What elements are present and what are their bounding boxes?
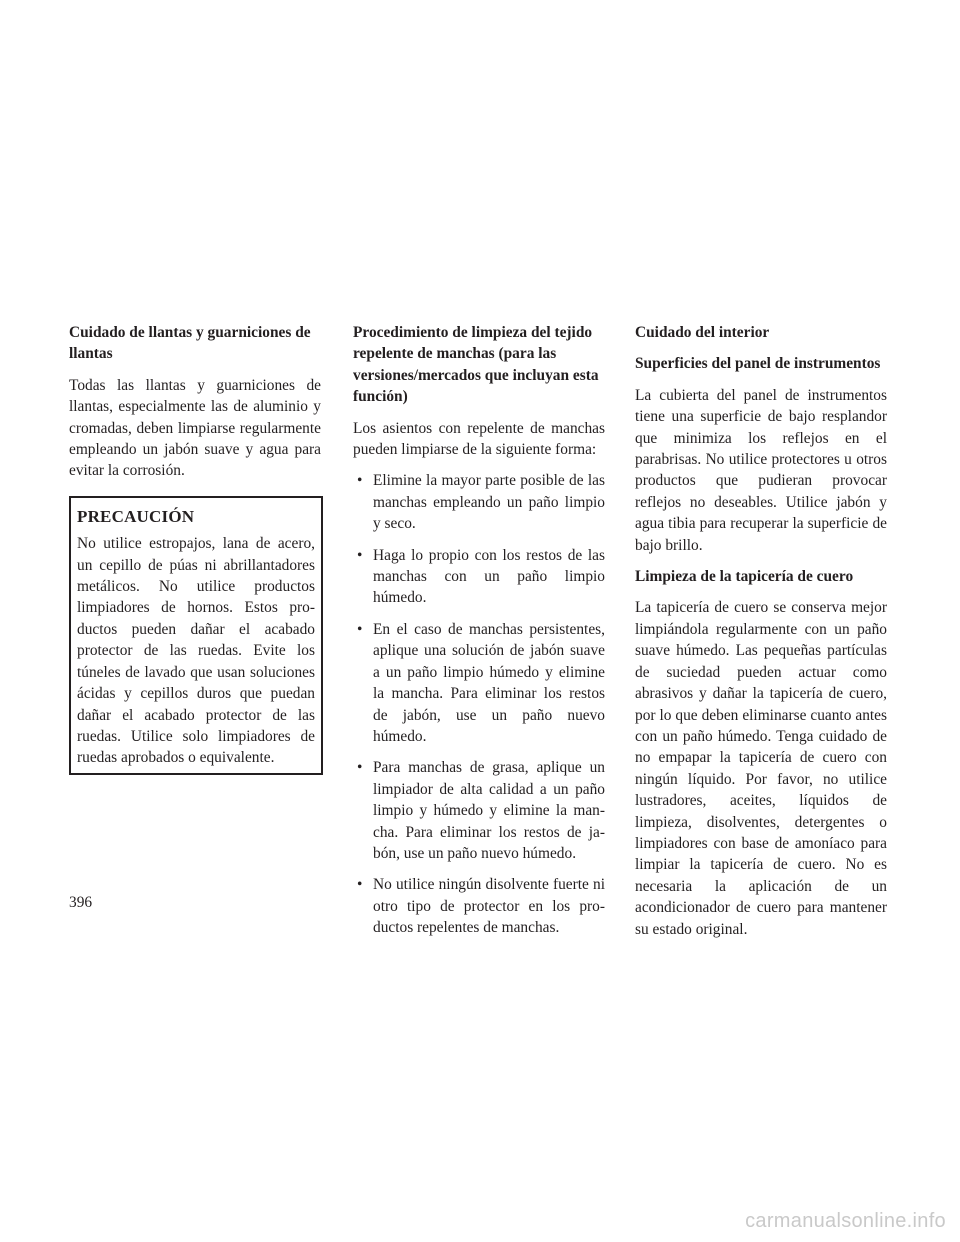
bullet-icon: • — [357, 472, 363, 490]
subheading-instrument-panel: Superficies del panel de instrumentos — [635, 355, 881, 373]
list-item: • Para manchas de grasa, aplique un limpiador de alta calidad a un paño limpio y húmedo y elimine la mancha. Para eliminar los restos de jabón, use un paño nuevo húmedo. — [357, 759, 605, 862]
caution-box — [69, 496, 323, 775]
section-heading-stain-repellent: Procedimiento de limpieza del tejido repelente de manchas (para las versiones/mercados que incluyan esta función) — [353, 324, 599, 406]
bullet-icon: • — [357, 546, 363, 564]
section-heading-interior-care: Cuidado del interior — [635, 324, 770, 341]
bullet-icon: • — [357, 759, 363, 777]
list-item: • Elimine la mayor parte posible de las manchas empleando un paño limpio y seco. — [357, 472, 605, 533]
caution-text: No utilice estropajos, lana de acero, un cepillo de púas ni abrillantadores metálicos. No utilice productos limpiadores de hornos. Estos productos pueden dañar el acabado protector de las ruedas. Evite los túneles de lavado que usan soluciones ácidas y cepillos duros que puedan dañar el acabado protector de las ruedas. Utilice solo limpiadores de ruedas aprobados o equivalente. — [77, 535, 315, 767]
column-left — [69, 322, 321, 775]
column-middle — [353, 322, 605, 949]
bullet-icon: • — [357, 876, 363, 894]
caution-title: PRECAUCIÓN — [77, 506, 195, 526]
watermark: carmanualsonline.info — [745, 1210, 946, 1232]
paragraph-instrument-panel: La cubierta del panel de instrumentos tiene una superficie de bajo resplandor que minimiza los reflejos en el parabrisas. No utilice protectores u otros productos que pudieran provocar reflejos no deseables. Utilice jabón y agua tibia para recuperar la superficie de bajo brillo. — [635, 386, 887, 554]
list-item: • Haga lo propio con los restos de las manchas con un paño limpio húmedo. — [357, 546, 605, 607]
subheading-leather: Limpieza de la tapicería de cuero — [635, 568, 854, 586]
bullet-list — [353, 470, 605, 938]
page-number: 396 — [69, 894, 93, 911]
paragraph-wheel-care: Todas las llantas y guarniciones de llantas, especialmente las de aluminio y cromadas, deben limpiarse regularmente empleando un jabón suave y agua para evitar la corrosión. — [69, 376, 321, 480]
bullet-icon: • — [357, 620, 363, 638]
list-item: • No utilice ningún disolvente fuerte ni otro tipo de protector en los productos repelentes de manchas. — [357, 876, 605, 937]
section-heading-wheel-care: Cuidado de llantas y guarniciones de llantas — [69, 324, 311, 363]
paragraph-stain-intro: Los asientos con repelente de manchas pueden limpiarse de la siguiente forma: — [353, 419, 605, 459]
column-right — [635, 322, 887, 950]
paragraph-leather: La tapicería de cuero se conserva mejor limpiándola regularmente con un paño suave húmedo. Las pequeñas partículas de suciedad pueden actuar como abrasivos y dañar la tapicería de cuero, por lo que deben eliminarse cuanto antes con un paño húmedo. Tenga cuidado de no empapar la tapicería de cuero con ningún líquido. Por favor, no utilice lustradores, aceites, líquidos de limpieza, disolventes, detergentes o limpiadores con base de amoníaco para limpiar la tapicería de cuero. No es necesaria la aplicación de un acondicionador de cuero para mantener su estado original. — [635, 599, 887, 938]
list-item: • En el caso de manchas persistentes, aplique una solución de jabón suave a un paño limpio húmedo y elimine la mancha. Para eliminar los restos de jabón, use un paño nuevo húmedo. — [357, 620, 605, 745]
